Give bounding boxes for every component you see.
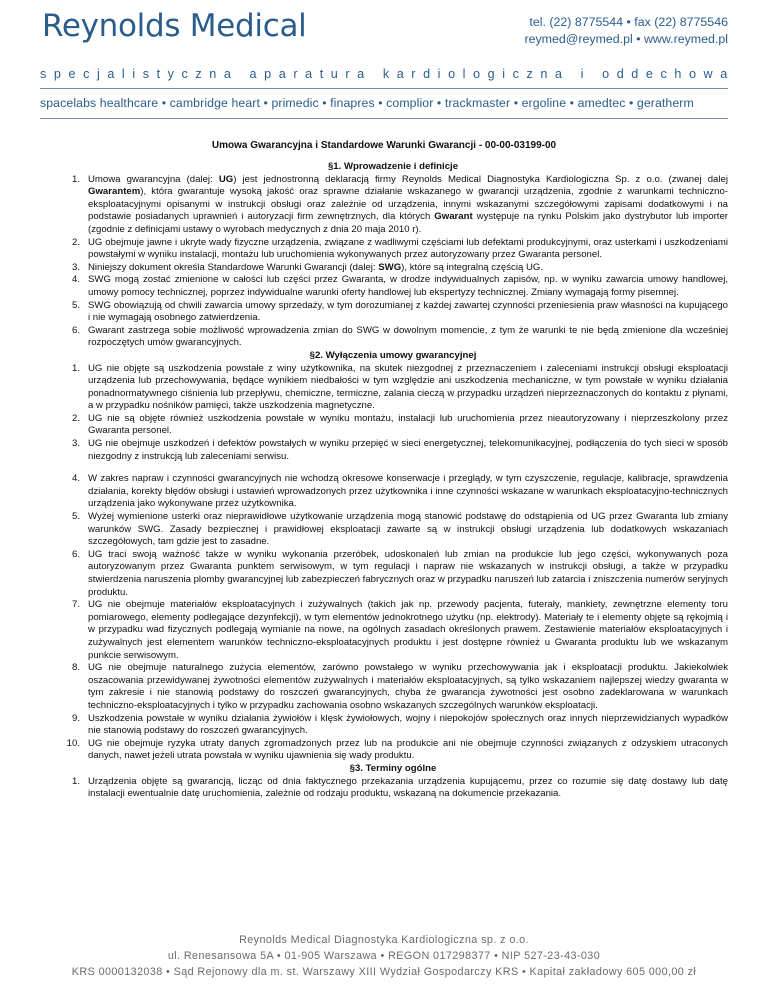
- tagline-letter: [238, 67, 242, 81]
- tagline-letter: p: [53, 67, 61, 81]
- tagline-letter: c: [660, 67, 667, 81]
- tagline-letter: o: [473, 67, 481, 81]
- list-item-text: UG nie obejmuje materiałów eksploatacyjnych i zużywalnych (takich jak np. przewody pacjenta, futerały, mankiety, zewnętrzne elementy toru pomiarowego, elementy podlegające dezynfekcji), w tym elementów jednokrotnego użytku (np. elektrody). Materiały te i elementy objęte są rękojmią i w przypadku wad fizycznych podlegają wymianie na nowe, na ogólnych zasadach określonych prawem. Zestawienie materiałów eksploatacyjnych i zużywalnych jest elementem warunków techniczno-eksploatacyjnych produktu i jest dostępne również u Gwaranta produktu lub we wskazanym punkcie serwisowym.: [88, 599, 728, 661]
- list-item-text: Niniejszy dokument określa Standardowe Warunki Gwarancji (dalej: SWG), które są integralną częścią UG.: [88, 261, 544, 273]
- section-3-list: [58, 776, 728, 801]
- list-item-number: 1.: [71, 362, 80, 374]
- list-item-text: UG nie są objęte również uszkodzenia powstałe w wyniku montażu, instalacji lub uruchomienia przez nieautoryzowany i nieprzeszkolony przez Gwaranta personel.: [88, 412, 728, 437]
- section-2-list-a: [58, 363, 728, 464]
- contact-email-web: reymed@reymed.pl • www.reymed.pl: [524, 32, 728, 46]
- tagline-letter: s: [40, 67, 47, 81]
- footer-company: Reynolds Medical Diagnostyka Kardiologiczna sp. z o.o.: [239, 934, 529, 946]
- tagline-letter: i: [580, 67, 584, 81]
- tagline-letter: k: [382, 67, 390, 81]
- list-item: [58, 438, 728, 463]
- tagline-letter: a: [720, 67, 728, 81]
- tagline-letter: g: [487, 67, 495, 81]
- list-item: [58, 713, 728, 738]
- tagline-letter: s: [142, 67, 149, 81]
- tagline-letter: t: [319, 67, 324, 81]
- tagline-letter: n: [540, 67, 548, 81]
- tagline-letter: r: [293, 67, 298, 81]
- tagline-letter: a: [223, 67, 231, 81]
- list-item-text: Urządzenia objęte są gwarancją, licząc od dnia faktycznego przekazania urządzenia kupującemu, przez co rozumie się datę dostawy lub datę instalacji ewentualnie datę uruchomienia, zależnie od rodzaju produktu, wskazaną na dokumencie przekazania.: [88, 775, 728, 800]
- list-item: [58, 174, 728, 237]
- list-item: [58, 776, 728, 801]
- list-item-number: 6.: [71, 548, 80, 560]
- list-item-text: SWG obowiązują od chwili zawarcia umowy sprzedaży, w tym dorozumianej z każdej zawartej czynności przeniesienia praw własności na kupującego i nie wymagają osobnego zatwierdzenia.: [88, 299, 728, 324]
- tagline-letter: [591, 67, 595, 81]
- tagline-letter: t: [156, 67, 161, 81]
- tagline-letter: o: [448, 67, 456, 81]
- list-item: [58, 274, 728, 299]
- tagline-letter: e: [68, 67, 76, 81]
- list-item-number: 4.: [71, 274, 80, 286]
- section-2-heading: §2. Wyłączenia umowy gwarancyjnej: [309, 349, 477, 361]
- list-item-number: 9.: [71, 712, 80, 724]
- document-body: [58, 161, 728, 801]
- paragraph-gap: [58, 463, 728, 473]
- list-item-text: UG nie obejmuje naturalnego zużycia elementów, zarówno powstałego w wyniku przechowywania jak i eksploatacji produktu. Jakiekolwiek oszacowania przewidywanej żywotności elementów zużywalnych i materiałów eksploatacyjnych, są tylko wskazaniem najlepszej wiedzy gwaranta w tym zakresie i nie stanowią podstawy do roszczeń gwarancyjnych, chyba że gwarancja żywotności jest osobno zadeklarowana w warunkach techniczno-eksploatacyjnych i tylko w przypadku zachowania osobno wskazanych szczególnych warunków eksploatacji.: [88, 662, 728, 711]
- contact-info: [524, 14, 728, 48]
- footer-registry: KRS 0000132038 • Sąd Rejonowy dla m. st. Warszawy XIII Wydział Gospodarczy KRS • Kapitał zakładowy 605 000,00 zł: [71, 966, 697, 978]
- tagline-letter: c: [181, 67, 188, 81]
- list-item-number: 3.: [71, 438, 80, 450]
- tagline-letter: a: [396, 67, 404, 81]
- section-2-list-b: [58, 473, 728, 763]
- list-item-number: 5.: [71, 511, 80, 523]
- tagline-letter: a: [278, 67, 286, 81]
- tagline-letter: e: [645, 67, 653, 81]
- tagline-letter: w: [703, 67, 713, 81]
- tagline-letter: d: [616, 67, 624, 81]
- tagline-letter: n: [209, 67, 217, 81]
- list-item: [58, 262, 728, 275]
- tagline-letter: a: [249, 67, 257, 81]
- company-logo: [42, 8, 306, 44]
- list-item-text: UG nie obejmuje uszkodzeń i defektów powstałych w wyniku przepięć w sieci energetycznej, telekomunikacyjnej, podłączenia do tych sieci w sposób niezgodny z instrukcją lub zaleceniami serwisu.: [88, 438, 728, 462]
- tagline-letter: d: [631, 67, 639, 81]
- tagline-letter: i: [437, 67, 441, 81]
- list-item: [58, 738, 728, 763]
- tagline-letter: u: [330, 67, 338, 81]
- list-item: [58, 662, 728, 712]
- contact-phone-fax: tel. (22) 8775544 • fax (22) 8775546: [529, 15, 728, 29]
- tagline-letter: c: [83, 67, 90, 81]
- tagline: [40, 67, 728, 81]
- tagline-letter: r: [345, 67, 350, 81]
- list-item: [58, 300, 728, 325]
- tagline-letter: d: [423, 67, 431, 81]
- list-item: [58, 511, 728, 549]
- brand-list: spacelabs healthcare • cambridge heart • primedic • finapres • complior • trackmaster • ergoline • amedtec • geratherm: [40, 96, 694, 110]
- header-divider-top: [40, 88, 728, 89]
- list-item-text: UG nie obejmuje ryzyka utraty danych zgromadzonych przez lub na produkcie ani nie obejmuje czynności związanych z odzyskiem utraconych danych, nawet jeżeli utrata powstała w wyniku ujawnienia się wady produktu.: [88, 737, 728, 762]
- tagline-letter: o: [602, 67, 610, 81]
- list-item-text: Umowa gwarancyjna (dalej: UG) jest jednostronną deklaracją firmy Reynolds Medical Diagnostyka Kardiologiczna Sp. z o.o. (zwanej dalej Gwarantem), która gwarantuje wysoką jakość oraz sprawne działanie wskazanego w gwarancji urządzenia, zgodnie z warunkami techniczno-eksploatacyjnymi opisanymi w instrukcji obsługi oraz zależnie od urządzenia, innymi wskazanymi szczegółowymi zapisami dodatkowymi i na podstawie posiadanych uprawnień i autoryzacji firm zewnętrznych, dla których Gwarant występuje na rynku Polskim jako dystrybutor lub importer (zgodnie z definicjami ustawy o wyrobach medycznych z dnia 20 maja 2010 r).: [88, 173, 728, 235]
- list-item-number: 5.: [71, 299, 80, 311]
- document-title: Umowa Gwarancyjna i Standardowe Warunki Gwarancji - 00-00-03199-00: [211, 140, 557, 151]
- list-item-number: 10.: [66, 737, 80, 749]
- list-item-number: 1.: [71, 173, 80, 185]
- tagline-letter: a: [357, 67, 365, 81]
- list-item: [58, 473, 728, 511]
- tagline-letter: z: [526, 67, 533, 81]
- tagline-letter: i: [502, 67, 506, 81]
- list-item-text: Gwarant zastrzega sobie możliwość wprowadzenia zmian do SWG w dowolnym momencie, z tym że warunki te nie będą zmienione dla wcześniej rozpoczętych umów gwarancyjnych.: [88, 324, 728, 349]
- tagline-letter: p: [264, 67, 272, 81]
- list-item-number: 8.: [71, 662, 80, 674]
- tagline-letter: o: [688, 67, 696, 81]
- list-item-text: UG nie objęte są uszkodzenia powstałe z winy użytkownika, na skutek niezgodnej z przeznaczeniem i zaleceniami instrukcji obsługi eksploatacji urządzenia lub przechowywania, będące wynikiem niedbałości w tym względzie ani uszkodzenia mechaniczne, w tym powstałe w wyniku działania ponadnormatywnego ciśnienia lub przepływu, chemiczne, termiczne, zalania cieczą w przypadku urządzeń nieprzeznaczonych do kontaktu z płynami, a w przypadku nośników pamięci, także uszkodzenia magnetyczne.: [88, 362, 728, 412]
- footer-address: ul. Renesansowa 5A • 01-905 Warszawa • REGON 017298377 • NIP 527-23-43-030: [167, 950, 601, 962]
- list-item: [58, 413, 728, 438]
- list-item-number: 2.: [71, 236, 80, 248]
- list-item: [58, 325, 728, 350]
- list-item: [58, 599, 728, 662]
- tagline-letter: l: [121, 67, 125, 81]
- list-item-number: 3.: [71, 261, 80, 273]
- list-item-text: Wyżej wymienione usterki oraz nieprawidłowe użytkowanie urządzenia mogą stanowić podstawę do odstąpienia od UG przez Gwaranta lub zmiany warunków SWG. Zasady bezpiecznej i prawidłowej eksploatacji zawarte są w instrukcji obsługi urządzenia lub dodatkowych wskazaniach szczegółowych, tam gdzie jest to zasadne.: [88, 511, 728, 548]
- list-item: [58, 237, 728, 262]
- list-item-text: W zakres napraw i czynności gwarancyjnych nie wchodzą okresowe konserwacje i przeglądy, w tym czyszczenie, regulacje, kalibracje, sprawdzenia działania, korekty błędów obsługi i ustawień wprowadzonych przez użytkownika i inne czynności wskazane w warunkach eksploatacyjno-technicznych urządzenia jako wykonywane przez użytkownika.: [88, 473, 728, 510]
- footer: [0, 932, 768, 980]
- list-item-text: Uszkodzenia powstałe w wyniku działania żywiołów i klęsk żywiołowych, wojny i niepokojów społecznych oraz innych nieprzewidzianych wypadków nie stanowią podstawy do roszczeń gwarancyjnych.: [88, 712, 728, 737]
- logo-word-2: Medical: [189, 8, 307, 44]
- tagline-letter: a: [305, 67, 313, 81]
- section-3-heading: §3. Terminy ogólne: [349, 762, 437, 774]
- list-item-number: 1.: [71, 775, 80, 787]
- tagline-letter: j: [96, 67, 100, 81]
- tagline-letter: [570, 67, 574, 81]
- list-item-number: 4.: [71, 473, 80, 485]
- section-1-heading: §1. Wprowadzenie i definicje: [327, 161, 459, 172]
- tagline-letter: [372, 67, 376, 81]
- list-item-text: UG obejmuje jawne i ukryte wady fizyczne urządzenia, związane z wadliwymi częściami lub defektami produkcyjnymi, oraz usterkami i uszkodzeniami powstałymi w wyniku instalacji, montażu lub uruchomienia wykonywanych przez autoryzowany przez Gwaranta personel.: [88, 236, 728, 261]
- list-item-text: SWG mogą zostać zmienione w całości lub części przez Gwaranta, w drodze indywidualnych zapisów, np. w wyniku zawarcia umowy handlowej, umowy pomocy technicznej, poprzez indywidualne warunki oferty handlowej lub ekspertyzy technicznej. Zmiany wymagają formy pisemnej.: [88, 274, 728, 298]
- tagline-letter: i: [132, 67, 136, 81]
- tagline-letter: r: [411, 67, 416, 81]
- header-divider-bottom: [40, 118, 728, 119]
- list-item-number: 2.: [71, 412, 80, 424]
- section-1-list: [58, 174, 728, 350]
- list-item: [58, 363, 728, 413]
- tagline-letter: a: [554, 67, 562, 81]
- tagline-letter: a: [107, 67, 115, 81]
- tagline-letter: c: [512, 67, 519, 81]
- tagline-letter: y: [167, 67, 174, 81]
- list-item-text: UG traci swoją ważność także w wyniku wykonania przeróbek, udoskonaleń lub zmian na produkcie lub jego części, wykonywanych poza autoryzowanym przez Gwaranta punktem serwisowym, w tym regulacji i napraw nie wskazanych w instrukcji obsługi, a także w przypadku stwierdzenia naruszenia plomby gwarancyjnej lub zabezpieczeń fabrycznych oraz w przypadku naruszeń lub zatarcia i zniszczenia numerów seryjnych produktu.: [88, 548, 728, 598]
- tagline-letter: l: [462, 67, 466, 81]
- tagline-letter: z: [195, 67, 202, 81]
- list-item-number: 7.: [71, 599, 80, 611]
- logo-word-1: Reynolds: [42, 8, 181, 44]
- list-item-number: 6.: [71, 324, 80, 336]
- list-item: [58, 549, 728, 599]
- tagline-letter: h: [674, 67, 682, 81]
